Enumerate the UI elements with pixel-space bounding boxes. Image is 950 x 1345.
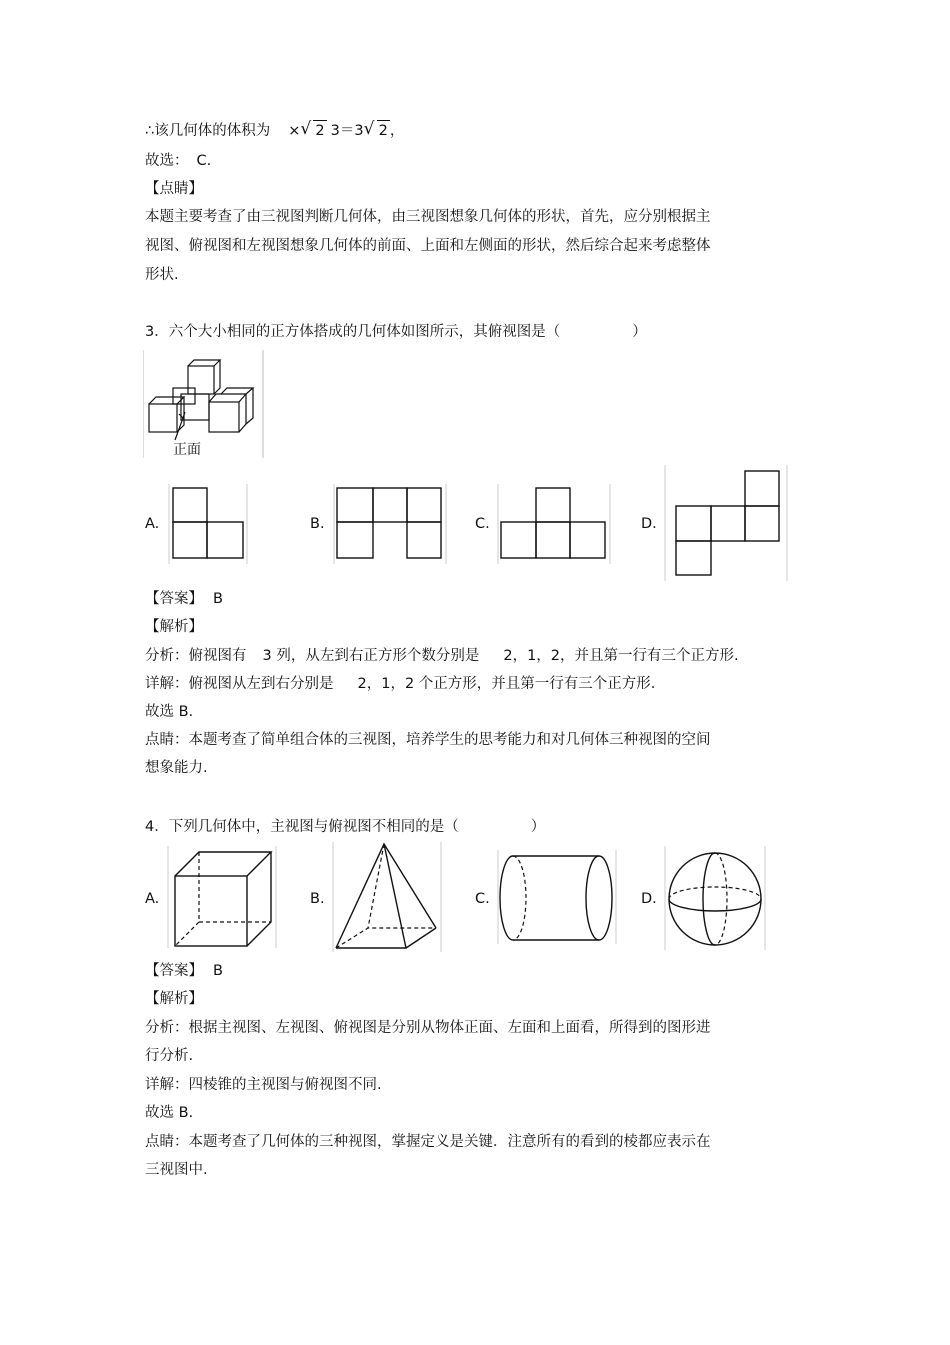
q3-option-a-figure[interactable] <box>168 484 250 564</box>
q3-xiangjie-a: 详解：俯视图从左到右分别是 <box>145 676 334 692</box>
q4-answer-label: 【答案】 <box>145 963 203 979</box>
q4-option-b-label[interactable]: B. <box>310 891 325 907</box>
q3-dianjing-1: 点睛：本题考查了简单组合体的三视图，培养学生的思考能力和对几何体三种视图的空间 <box>145 732 711 748</box>
q4-option-b-pyramid[interactable] <box>332 842 444 954</box>
q3-answer-label: 【答案】 <box>145 591 203 607</box>
q3-answer <box>145 589 223 609</box>
q3-option-d-figure[interactable] <box>664 465 790 583</box>
sqrt-symbol-2: √ 2 <box>363 119 388 139</box>
q4-answer-value: B <box>213 963 223 979</box>
q3-analysis-label: 【解析】 <box>145 619 203 635</box>
volume-mid: 3＝3 <box>330 123 364 139</box>
q3-fenxi-a: 分析：俯视图有 <box>145 648 247 664</box>
q4-xiangjie: 详解：四棱锥的主视图与俯视图不同. <box>145 1077 382 1093</box>
prev-note-title: 【点睛】 <box>145 181 203 197</box>
q4-answer <box>145 961 223 981</box>
q3-answer-value: B <box>213 591 223 607</box>
q3-option-b-figure[interactable] <box>333 484 449 564</box>
q4-option-a-label[interactable]: A. <box>145 891 160 907</box>
q4-option-c-cylinder[interactable] <box>497 850 619 946</box>
q4-stem-close: ） <box>530 819 546 835</box>
q3-option-a-label[interactable]: A. <box>145 516 160 532</box>
q3-stem <box>145 322 647 342</box>
q3-dianjing-2: 想象能力. <box>145 760 208 776</box>
volume-end: ， <box>389 123 405 139</box>
q4-fenxi-1: 分析：根据主视图、左视图、俯视图是分别从物体正面、左面和上面看，所得到的图形进 <box>145 1020 711 1036</box>
volume-times: × <box>288 123 301 139</box>
q4-analysis-label: 【解析】 <box>145 991 203 1007</box>
q3-option-c-label[interactable]: C. <box>475 516 490 532</box>
prev-note-line-3: 形状. <box>145 267 179 283</box>
q4-guxuan: 故选 B. <box>145 1105 194 1121</box>
q3-cube-figure <box>143 348 265 460</box>
prev-choice-label: 故选： <box>145 153 189 169</box>
q3-stem-close: ） <box>632 324 647 340</box>
q4-option-d-sphere[interactable] <box>664 846 768 952</box>
q4-option-a-cube[interactable] <box>167 846 279 950</box>
q4-dianjing-1: 点睛：本题考查了几何体的三种视图，掌握定义是关键．注意所有的看到的棱都应表示在 <box>145 1134 711 1150</box>
q4-stem <box>145 817 545 837</box>
q3-option-c-figure[interactable] <box>497 484 613 564</box>
q4-stem-text: 4．下列几何体中，主视图与俯视图不相同的是（ <box>145 819 459 835</box>
q3-xiangjie-b: 2，1，2 个正方形，并且第一行有三个正方形. <box>357 676 656 692</box>
q3-fenxi-b: 3 列，从左到右正方形个数分别是 <box>262 648 480 664</box>
sqrt-symbol: √ 2 <box>300 119 325 139</box>
q3-guxuan: 故选 B. <box>145 704 194 720</box>
sqrt-radicand: 2 <box>313 120 326 141</box>
prev-choice <box>145 151 211 171</box>
prev-choice-value: C. <box>196 153 212 169</box>
q3-fenxi-c: 2，1，2，并且第一行有三个正方形. <box>503 648 739 664</box>
prev-note-line-1: 本题主要考查了由三视图判断几何体，由三视图想象几何体的形状，首先，应分别根据主 <box>145 209 711 225</box>
q3-figure-caption: 正面 <box>173 442 201 458</box>
sqrt-radicand-2: 2 <box>377 120 390 141</box>
q4-dianjing-2: 三视图中. <box>145 1162 208 1178</box>
prev-note-line-2: 视图、俯视图和左视图想象几何体的前面、上面和左侧面的形状，然后综合起来考虑整体 <box>145 238 711 254</box>
q4-option-c-label[interactable]: C. <box>475 891 490 907</box>
q3-option-d-label[interactable]: D. <box>641 516 657 532</box>
q3-stem-text: 3．六个大小相同的正方体搭成的几何体如图所示，其俯视图是（ <box>145 324 561 340</box>
q3-xiangjie <box>145 674 655 694</box>
q3-fenxi <box>145 646 739 666</box>
q4-fenxi-2: 行分析. <box>145 1048 194 1064</box>
q4-option-d-label[interactable]: D. <box>641 891 657 907</box>
volume-line <box>145 120 404 141</box>
q3-option-b-label[interactable]: B. <box>310 516 325 532</box>
volume-prefix: ∴该几何体的体积为 <box>145 123 271 139</box>
